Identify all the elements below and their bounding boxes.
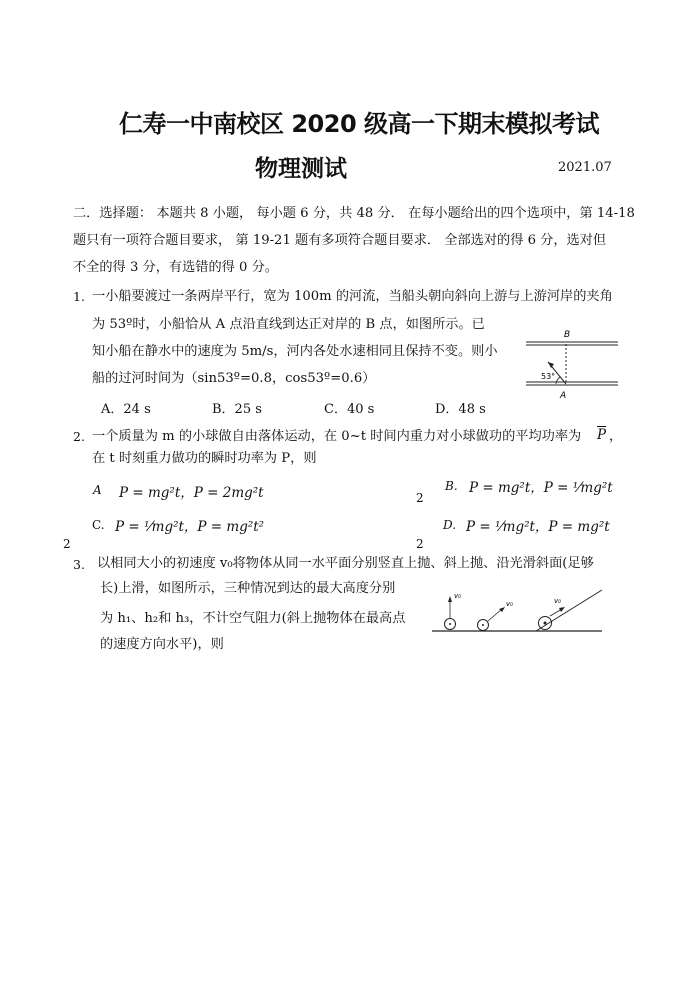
page-subtitle: 物理测试: [255, 156, 347, 182]
page-title: 仁寿一中南校区 2020 级高一下期末模拟考试: [119, 110, 600, 138]
q3-number: 3.: [73, 557, 85, 572]
q3-line-3: 为 h₁、h₂和 h₃，不计空气阻力(斜上抛物体在最高点: [100, 611, 406, 626]
q2-stray-2-d: 2: [416, 537, 424, 551]
q1-line-2: 为 53º时，小船恰从 A 点沿直线到达正对岸的 B 点，如图所示。已: [92, 317, 485, 332]
q1-line-4: 船的过河时间为（sin53º=0.8，cos53º=0.6）: [92, 371, 376, 386]
q1-line-1: 一小船要渡过一条两岸平行，宽为 100m 的河流，当船头朝向斜向上游与上游河岸的夹角: [92, 289, 613, 304]
instructions-line-2: 题只有一项符合题目要求， 第 19-21 题有多项符合题目要求． 全部选对的得 6 分，选对但: [73, 233, 607, 248]
q2-stray-2-b: 2: [416, 491, 424, 505]
instructions-line-3: 不全的得 3 分，有选错的得 0 分。: [73, 260, 278, 275]
q1-river-figure: [520, 322, 620, 402]
q2-option-a-label: A: [93, 483, 102, 497]
q1-figure-label-a: A: [560, 391, 567, 401]
q2-option-c-label: C.: [92, 518, 105, 532]
q1-line-3: 知小船在静水中的速度为 5m/s，河内各处水速相同且保持不变。则小: [92, 344, 498, 359]
q3-v0-label-oblique: v₀: [506, 600, 513, 608]
q2-option-a-formula: P = mg²t，P = 2mg²t: [119, 485, 264, 501]
exam-date: 2021.07: [558, 160, 612, 175]
q2-option-b-formula: P = mg²t，P = ¹⁄mg²t: [469, 480, 613, 496]
q3-v0-label-incline: v₀: [554, 597, 561, 605]
q2-option-c-formula: P = ¹⁄mg²t，P = mg²t²: [115, 519, 265, 535]
q2-line-2: 在 t 时刻重力做功的瞬时功率为 P，则: [92, 451, 317, 466]
q2-comma: ，: [609, 429, 623, 444]
q1-figure-angle: 53°: [541, 372, 556, 381]
q3-launch-figure: [430, 586, 605, 638]
q3-line-4: 的速度方向水平)，则: [100, 637, 224, 652]
q1-figure-label-b: B: [564, 330, 571, 340]
q2-option-d-formula: P = ¹⁄mg²t，P = mg²t: [466, 519, 610, 535]
q2-stray-2-c: 2: [63, 537, 71, 551]
q3-v0-label-vertical: v₀: [454, 592, 461, 600]
q1-number: 1.: [73, 289, 85, 304]
q3-line-2: 长)上滑，如图所示，三种情况到达的最大高度分别: [100, 581, 396, 596]
q1-option-a: A．24 s: [101, 402, 151, 417]
q2-option-b-label: B.: [445, 479, 458, 493]
instructions-line-1: 二．选择题： 本题共 8 小题， 每小题 6 分，共 48 分． 在每小题给出的四个选项中，第 14-18: [73, 206, 635, 221]
q1-option-b: B．25 s: [212, 402, 262, 417]
q3-line-1: 以相同大小的初速度 v₀将物体从同一水平面分别竖直上抛、斜上抛、沿光滑斜面(足够: [97, 556, 594, 571]
q2-average-power-symbol: $\overline{P}$: [597, 427, 607, 443]
q1-option-c: C．40 s: [324, 402, 375, 417]
q2-line-1: 一个质量为 m 的小球做自由落体运动，在 0~t 时间内重力对小球做功的平均功率为: [92, 429, 582, 444]
q1-option-d: D．48 s: [435, 402, 486, 417]
q2-number: 2.: [73, 429, 85, 444]
q2-option-d-label: D.: [443, 518, 457, 532]
